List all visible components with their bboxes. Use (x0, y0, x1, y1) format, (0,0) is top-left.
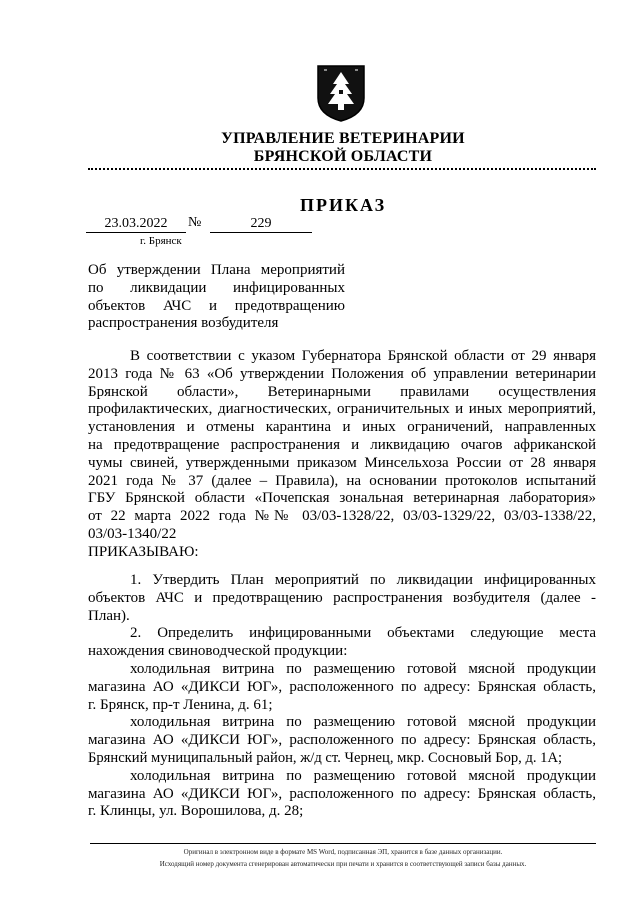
order-title: ПРИКАЗ (300, 195, 387, 215)
preamble-line: 2013 года № 63 «Об утверждении Положения об управлении ветеринарии (88, 365, 596, 382)
subject-line: по ликвидации инфицированных (88, 279, 345, 296)
item-line: магазина АО «ДИКСИ ЮГ», расположенного по адресу: Брянская область, (88, 732, 596, 749)
item-line: магазина АО «ДИКСИ ЮГ», расположенного по адресу: Брянская область, (88, 785, 596, 802)
preamble-line: В соответствии с указом Губернатора Брянской области от 29 января (130, 348, 596, 364)
preamble-line: установления и отмены карантина и иных ограничений, направленных (88, 419, 596, 436)
item-line: объектов АЧС и предотвращению распространения возбудителя (далее - (88, 589, 596, 606)
order-city: г. Брянск (140, 235, 182, 247)
subject-line: распространения возбудителя (88, 315, 279, 332)
item-line: холодильная витрина по размещению готовой мясной продукции (130, 660, 596, 677)
number-sign: № (188, 215, 202, 230)
item-line: 2. Определить инфицированными объектами следующие места (130, 625, 596, 642)
preamble-line: от 22 марта 2022 года №№ 03/03-1328/22, 03/03-1329/22, 03/03-1338/22, (88, 508, 596, 525)
order-date: 23.03.2022 (86, 215, 186, 233)
preamble-line: 2021 года № 37 (далее – Правила), на основании протоколов испытаний (88, 472, 596, 489)
preamble (88, 348, 596, 562)
preamble-line: 03/03-1340/22 (88, 525, 177, 542)
preamble-line: чумы свиней, утвержденными приказом Минсельхоза России от 28 января (88, 454, 596, 471)
order-subject (88, 262, 345, 333)
footer-note-1: Оригинал в электронном виде в формате MS Word, подписанная ЭП, хранится в базе данных организации. (183, 848, 503, 856)
item-line: холодильная витрина по размещению готовой мясной продукции (130, 714, 596, 731)
item-line: 1. Утвердить План мероприятий по ликвидации инфицированных (130, 572, 596, 588)
order-items (88, 572, 596, 821)
preamble-line: Брянской области», Ветеринарными правилами осуществления (88, 383, 596, 400)
order-number: 229 (210, 215, 312, 233)
org-name-line-2: БРЯНСКОЙ ОБЛАСТИ (253, 148, 433, 165)
item-line: Брянский муниципальный район, ж/д ст. Чернец, мкр. Сосновый Бор, д. 1А; (88, 749, 563, 766)
item-line: г. Клинцы, ул. Ворошилова, д. 28; (88, 803, 304, 820)
item-line: холодильная витрина по размещению готовой мясной продукции (130, 767, 596, 784)
item-line: План). (88, 607, 130, 624)
subject-line: Об утверждении Плана мероприятий (88, 262, 345, 278)
preamble-line: на предотвращение распространения и ликвидацию очагов африканской (88, 436, 596, 453)
org-name-line-1: УПРАВЛЕНИЕ ВЕТЕРИНАРИИ (221, 130, 465, 147)
subject-line: объектов АЧС и предотвращению (88, 297, 345, 314)
item-line: г. Брянск, пр-т Ленина, д. 61; (88, 696, 273, 713)
coat-of-arms-emblem (316, 64, 366, 122)
footer-divider (90, 843, 596, 844)
order-word: ПРИКАЗЫВАЮ: (88, 543, 199, 560)
header-divider (88, 168, 596, 170)
preamble-line: ГБУ Брянской области «Почепская зональная ветеринарная лаборатория» (88, 490, 596, 507)
footer-note-2: Исходящий номер документа сгенерирован автоматически при печати и хранится в соответствующей записи базы данных. (159, 860, 527, 868)
item-line: магазина АО «ДИКСИ ЮГ», расположенного по адресу: Брянская область, (88, 678, 596, 695)
preamble-line: профилактических, диагностических, ограничительных и иных мероприятий, (88, 401, 596, 418)
item-line: нахождения свиноводческой продукции: (88, 643, 348, 660)
